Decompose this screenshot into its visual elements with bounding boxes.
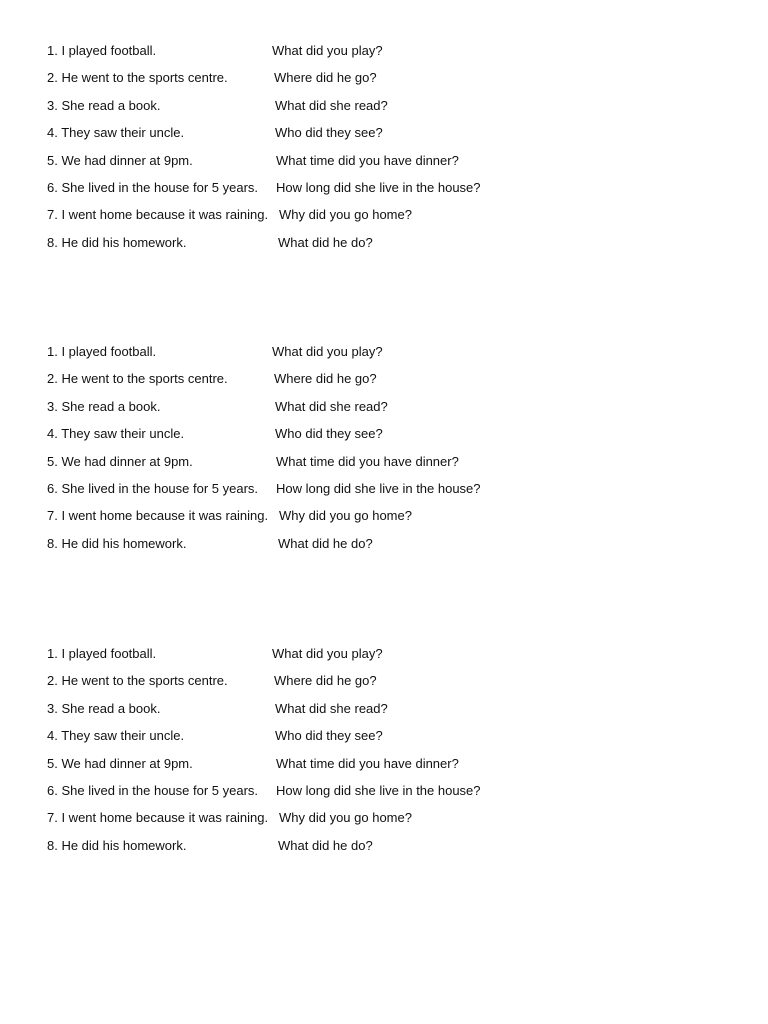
worksheet-block-1: [0, 41, 768, 260]
question: How long did she live in the house?: [276, 179, 481, 195]
list-item: [0, 178, 768, 205]
question: What did she read?: [275, 398, 388, 414]
statement: 5. We had dinner at 9pm.: [47, 755, 193, 771]
list-item: [0, 808, 768, 835]
list-item: [0, 754, 768, 781]
statement: 5. We had dinner at 9pm.: [47, 453, 193, 469]
statement: 8. He did his homework.: [47, 535, 187, 551]
statement: 2. He went to the sports centre.: [47, 70, 228, 86]
list-item: [0, 151, 768, 178]
list-item: [0, 452, 768, 479]
question: What did you play?: [272, 43, 383, 58]
worksheet-block-3: [0, 644, 768, 863]
statement: 3. She read a book.: [47, 700, 161, 716]
question: What time did you have dinner?: [276, 152, 459, 168]
list-item: [0, 41, 768, 68]
list-item: [0, 699, 768, 726]
statement: 1. I played football.: [47, 646, 157, 661]
list-item: [0, 397, 768, 424]
list-item: [0, 479, 768, 506]
question: What did you play?: [272, 344, 383, 359]
list-item: [0, 342, 768, 369]
statement: 7. I went home because it was raining.: [47, 508, 269, 524]
question: Where did he go?: [274, 70, 377, 86]
statement: 6. She lived in the house for 5 years.: [47, 480, 259, 496]
statement: 4. They saw their uncle.: [47, 125, 185, 141]
question: Where did he go?: [274, 371, 377, 387]
question: What did he do?: [278, 535, 373, 551]
list-item: [0, 836, 768, 863]
question: How long did she live in the house?: [276, 782, 481, 798]
question: Why did you go home?: [279, 810, 412, 826]
statement: 2. He went to the sports centre.: [47, 371, 228, 387]
question: What did he do?: [278, 234, 373, 250]
list-item: [0, 369, 768, 396]
statement: 6. She lived in the house for 5 years.: [47, 179, 259, 195]
question: Why did you go home?: [279, 508, 412, 524]
statement: 1. I played football.: [47, 43, 157, 58]
list-item: [0, 205, 768, 232]
list-item: [0, 644, 768, 671]
list-item: [0, 233, 768, 260]
question: What did he do?: [278, 837, 373, 853]
statement: 7. I went home because it was raining.: [47, 810, 269, 826]
question: Who did they see?: [275, 125, 383, 141]
list-item: [0, 68, 768, 95]
list-item: [0, 506, 768, 533]
question: What did she read?: [275, 700, 388, 716]
question: Why did you go home?: [279, 207, 412, 223]
list-item: [0, 123, 768, 150]
worksheet-block-2: [0, 342, 768, 561]
statement: 4. They saw their uncle.: [47, 426, 185, 442]
statement: 6. She lived in the house for 5 years.: [47, 782, 259, 798]
statement: 3. She read a book.: [47, 97, 161, 113]
statement: 3. She read a book.: [47, 398, 161, 414]
list-item: [0, 424, 768, 451]
list-item: [0, 781, 768, 808]
question: Who did they see?: [275, 728, 383, 744]
question: Where did he go?: [274, 673, 377, 689]
statement: 5. We had dinner at 9pm.: [47, 152, 193, 168]
statement: 4. They saw their uncle.: [47, 728, 185, 744]
statement: 8. He did his homework.: [47, 234, 187, 250]
list-item: [0, 534, 768, 561]
statement: 2. He went to the sports centre.: [47, 673, 228, 689]
statement: 1. I played football.: [47, 344, 157, 359]
statement: 7. I went home because it was raining.: [47, 207, 269, 223]
question: What did you play?: [272, 646, 383, 661]
statement: 8. He did his homework.: [47, 837, 187, 853]
question: What time did you have dinner?: [276, 453, 459, 469]
question: How long did she live in the house?: [276, 480, 481, 496]
question: What did she read?: [275, 97, 388, 113]
list-item: [0, 96, 768, 123]
list-item: [0, 726, 768, 753]
list-item: [0, 671, 768, 698]
question: Who did they see?: [275, 426, 383, 442]
question: What time did you have dinner?: [276, 755, 459, 771]
